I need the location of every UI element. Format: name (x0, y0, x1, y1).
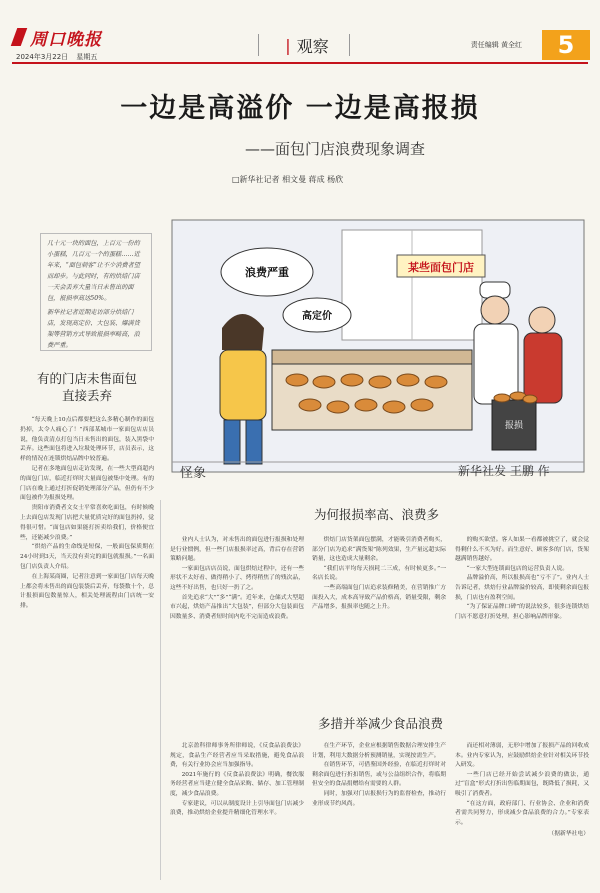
cartoon-caption-title: 怪象 (180, 466, 207, 481)
intro-paragraph: 几十元一块的面包，上百元一份的小蛋糕，几百元一个的蛋糕……近年来，“面包刺客”让不少消费者望而却步。与此同时，有的烘焙门店一天会丢弃大量当日未售出的面包，报损率高达50%。 (47, 240, 140, 302)
issue-date-line (16, 52, 103, 62)
body-paragraph: 在上海某商圈，记者注意到一家面包门店每天晚上都会将未售出的面包装袋后丢弃，每袋数十个，总计报损面包数量惊人，相关处理流程由门店统一安排。 (20, 573, 154, 610)
part2-column-1 (170, 536, 304, 622)
body-paragraph: 北京盈科律师事务所律师说，《反食品浪费法》规定，食品生产经营者应当采取措施，避免食品浪费，有关行业协会应当加强指导。 (170, 743, 304, 769)
editor-credit: 责任编辑 黄全红 (470, 41, 522, 49)
headline: 一边是高溢价 一边是高报损 (120, 93, 480, 124)
section-heading-part2: 为何报损率高、浪费多 (314, 507, 440, 522)
left-column-body (20, 416, 154, 612)
issue-weekday: 星期五 (76, 53, 98, 61)
body-paragraph: 一些高端面包门店追求装修精美，在营销推广方面投入大，成本高导致产品价格高，销量受限，剩余产品增多，报损率也随之上升。 (312, 584, 446, 611)
body-paragraph: 首先追求“大”“多”“满”。近年来，仓储式大型超市兴起，烘焙产品推出“大包装”，但部分大包装面包因数量多、消费者短时间内吃不完而造成浪费。 (170, 594, 304, 620)
column-divider (160, 500, 161, 880)
body-paragraph: “在这方面，政府部门、行业协会、企业和消费者需共同努力，形成减少食品浪费的合力。”专家表示。 (455, 800, 589, 826)
paper-logo (14, 24, 110, 50)
body-paragraph: “为了保证品牌口碑”的说法较多，很多连锁烘焙门店不愿意打折处理，担心影响品牌形象。 (455, 604, 589, 620)
section-label (258, 34, 350, 56)
byline: □新华社记者 相文曼 蒋成 杨欣 (232, 175, 344, 184)
cartoon-drawing (162, 200, 594, 482)
body-paragraph: 同时，加强对门店报损行为的监督检查，推动行业形成节约风尚。 (312, 790, 446, 807)
body-paragraph: 贵阳市消费者文女士平常喜欢吃面包，有时候晚上去面包店发现门店把大量优质完好的面包扔掉，觉得很可惜。“面包店如果能打折卖给我们，价格便宜些，还能减少浪费。” (20, 505, 154, 541)
logo-slash-icon (11, 28, 28, 46)
body-paragraph: 而还相对薄弱，无形中增加了报损产品的回收成本。业内专家认为，应鼓励烘焙企业针对相关环节投入研发。 (455, 743, 589, 769)
subheadline: ——面包门店浪费现象调查 (244, 140, 425, 158)
masthead (0, 0, 600, 62)
body-paragraph: 业内人士认为，对未售出的面包进行报损和处理是行业惯例，但一些门店报损率过高，背后存在营销策略问题。 (170, 537, 304, 563)
section-pipe-icon: | (285, 35, 291, 55)
cartoon-illustration (162, 200, 594, 482)
body-paragraph: “一家大型连锁面包店的运营负责人说。 (466, 565, 569, 572)
price-bubble-text: 高定价 (302, 311, 332, 322)
shop-sign-text: 某些面包门店 (408, 261, 474, 274)
intro-paragraph: 新华社记者近期走访部分烘焙门店，发现高定价、大包装、爆满货架等营销方式导致报损率畸高，浪费严重。 (47, 309, 140, 349)
body-paragraph: 品牌溢价高，所以报损高也“亏不了”。业内人士告诉记者，烘焙行业品牌溢价较高，即使剩余面包报损，门店也有盈利空间。 (455, 575, 589, 601)
part3-column-3 (455, 742, 589, 840)
left-column-heading (20, 370, 154, 404)
waste-bubble-text: 浪费严重 (245, 266, 289, 279)
body-paragraph: “我们店平均每天损耗二三成，有时候更多。”一名店长说。 (312, 565, 446, 582)
section-heading-part3: 多措并举减少食品浪费 (318, 716, 444, 731)
body-paragraph: 在生产环节，企业应根据销售数据合理安排生产计划，利用大数据分析预测销量，实现按需生产。 (312, 743, 446, 759)
source-tag: （据新华社电） (548, 831, 589, 838)
section-name: 观察 (296, 36, 329, 56)
page-number: 5 (542, 30, 590, 60)
body-paragraph: 一家面包店店员说，面包烘焙过程中，还有一些形状不太好看、做得稍小了、烤得稍焦了的残次品，这些不好出售，也只好一扔了之。 (170, 565, 304, 591)
left-heading-line: 直接丢弃 (61, 388, 112, 403)
body-paragraph: 的购买欲望。客人如果一看都被挑空了，就会觉得剩什么不买为好。而生意好、顾客多的门店，货架越满销售越好。 (455, 537, 589, 563)
body-paragraph: 记者在多地面包店走访发现，在一些大型商超内的面包门店，临近打烊时大量面包被集中处理。有的门店在晚上通过打折促销处理部分产品，但仍有不少面包被作为报损处理。 (20, 465, 154, 502)
issue-date: 2024年3月22日 (16, 53, 69, 61)
body-paragraph: 在销售环节，可借鉴国外经验，在临近打烊时对剩余面包进行折扣销售，或与公益组织合作，将临期但安全的食品捐赠给有需要的人群。 (312, 762, 446, 788)
part3-column-1 (170, 742, 304, 819)
body-paragraph: “烘焙产品的生命线是短保，一般面包保质期在24小时到3天，当天没有卖完的面包就报损。”一名面包门店负责人介绍。 (20, 544, 154, 570)
left-heading-line: 有的门店未售面包 (36, 371, 137, 386)
masthead-rule (12, 62, 588, 64)
body-paragraph: 烘焙门店货架面包摆满，才能吸引消费者购买，部分门店为追求“满货架”陈列效果，生产量远超实际销量，这也造成大量剩余。 (312, 537, 446, 563)
body-paragraph: 2021年施行的《反食品浪费法》明确，餐饮服务经营者应当建立健全食品采购、储存、加工管理制度，减少食品浪费。 (170, 771, 304, 797)
body-paragraph: “每天晚上10点后都要把这么多精心制作的面包扔掉，太令人痛心了！”西部某城市一家面包店店员说，他负责清点打包当日未售出的面包，装入黑袋中丢弃。这些面包将进入垃圾处理环节，店员表示，这样的情况在连锁烘焙品牌中较普遍。 (20, 417, 154, 463)
part3-column-2 (312, 742, 446, 809)
part2-column-3 (455, 536, 589, 622)
body-paragraph: 一些门店已经开始尝试减少浪费的做法，通过“盲盒”形式打折出售临期面包，既降低了损耗，又吸引了消费者。 (455, 771, 589, 797)
cartoon-caption-credit: 新华社发 王鹏 作 (458, 464, 550, 478)
intro-box (40, 233, 152, 351)
body-paragraph: 专家建议，可以从制度设计上引导面包门店减少浪费，推动烘焙企业提升精细化管理水平。 (170, 800, 304, 817)
part2-column-2 (312, 536, 446, 613)
paper-name: 周口晚报 (30, 29, 102, 50)
bag-label-text: 报损 (504, 421, 524, 431)
